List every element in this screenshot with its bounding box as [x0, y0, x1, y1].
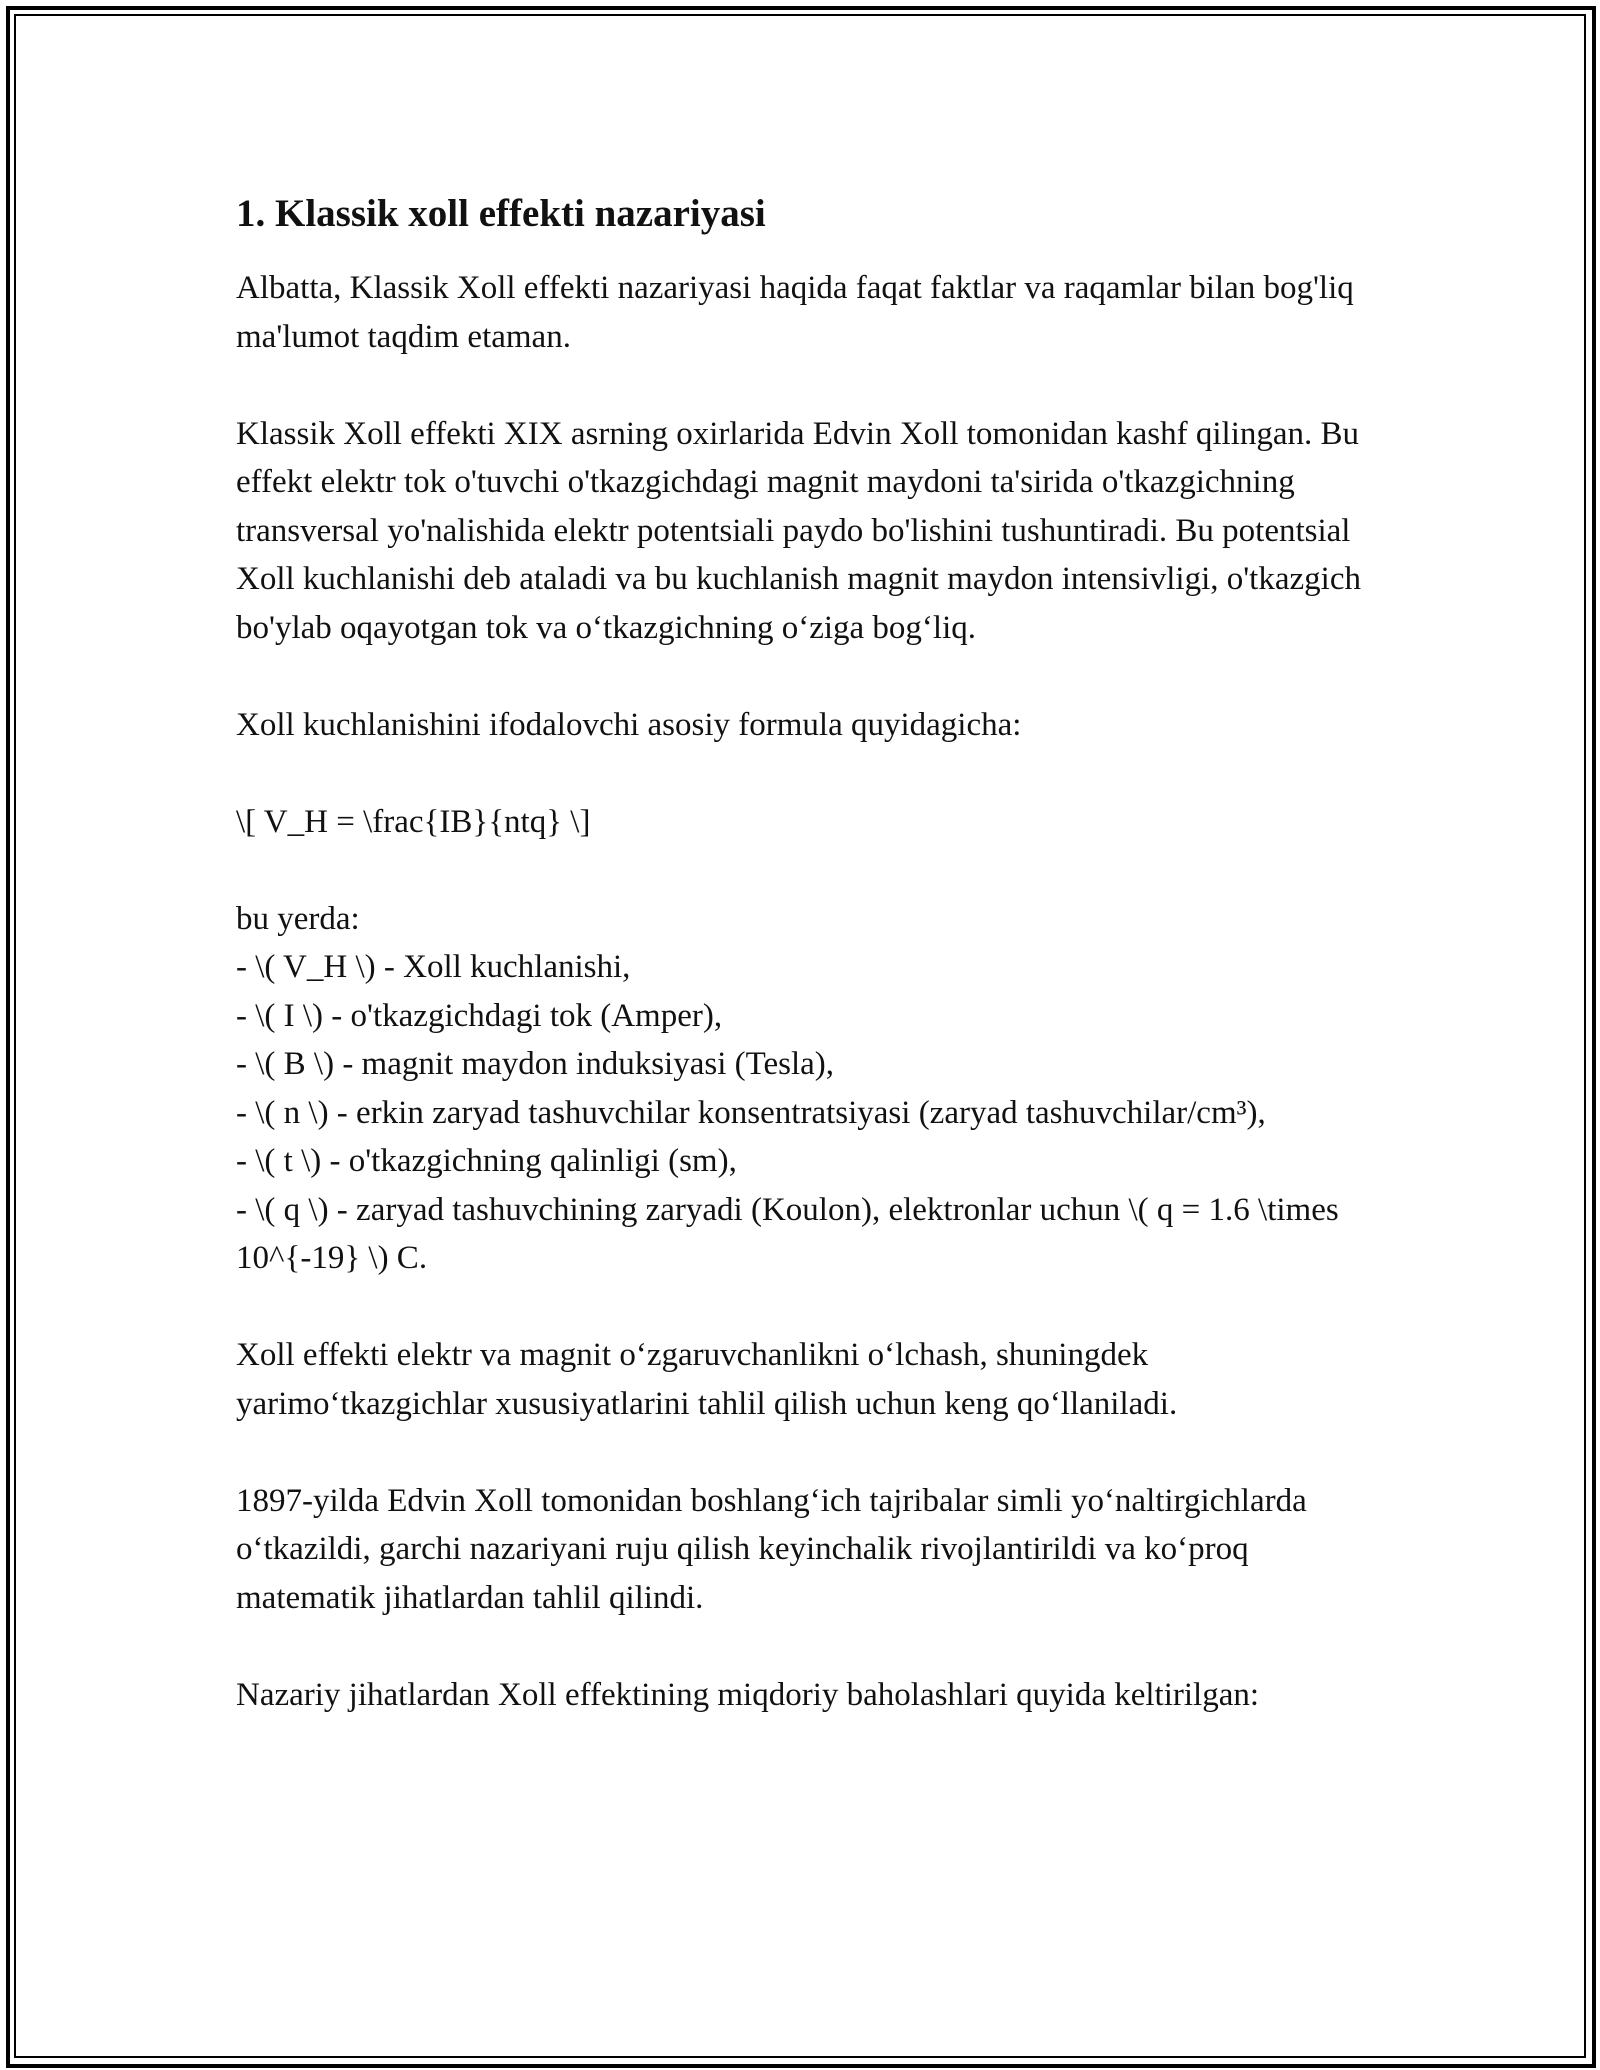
definition-item: - \( B \) - magnit maydon induksiyasi (Tesla), [236, 1046, 834, 1082]
definition-item: - \( I \) - o'tkazgichdagi tok (Amper), [236, 997, 723, 1034]
definition-item: - \( q \) - zaryad tashuvchining zaryadi (Koulon), elektronlar uchun \( q = 1.6 \times 10^{-19} \) C. [236, 1191, 1339, 1276]
intro-paragraph: Albatta, Klassik Xoll effekti nazariyasi haqida faqat faktlar va raqamlar bilan bog'liq ma'lumot taqdim etaman. [236, 270, 1354, 355]
formula-intro-paragraph: Xoll kuchlanishini ifodalovchi asosiy formula quyidagicha: [236, 706, 1022, 743]
applications-paragraph: Xoll effekti elektr va magnit o‘zgaruvchanlikni o‘lchash, shuningdek yarimo‘tkazgichlar xususiyatlarini tahlil qilish uchun keng qo‘llaniladi. [236, 1337, 1178, 1422]
section-title: 1. Klassik xoll effekti nazariyasi [236, 192, 766, 235]
formula-latex: \[ V_H = \frac{IB}{ntq} \] [236, 803, 591, 840]
experiments-paragraph: 1897-yilda Edvin Xoll tomonidan boshlang‘ich tajribalar simli yo‘naltirgichlarda o‘tkazildi, garchi nazariyani ruju qilish keyinchalik rivojlantirildi va ko‘proq matematik jihatlardan tahlil qilindi. [236, 1482, 1307, 1616]
definitions-intro: bu yerda: [236, 900, 360, 937]
estimates-paragraph: Nazariy jihatlardan Xoll effektining miqdoriy baholashlari quyida keltirilgan: [236, 1676, 1260, 1713]
definition-item: - \( t \) - o'tkazgichning qalinligi (sm), [236, 1143, 737, 1179]
definitions-list [236, 895, 1366, 1283]
history-paragraph: Klassik Xoll effekti XIX asrning oxirlarida Edvin Xoll tomonidan kashf qilingan. Bu effekt elektr tok o'tuvchi o'tkazgichdagi magnit maydoni ta'sirida o'tkazgichning transversal yo'nalishida elektr potentsiali paydo bo'lishini tushuntiradi. Bu potentsial Xoll kuchlanishi deb ataladi va bu kuchlanish magnit maydon intensivligi, o'tkazgich bo'ylab oqayotgan tok va o‘tkazgichning o‘ziga bog‘liq. [236, 415, 1361, 646]
definition-item: - \( n \) - erkin zaryad tashuvchilar konsentratsiyasi (zaryad tashuvchilar/cm³), [236, 1094, 1266, 1131]
document-body [236, 186, 1366, 1768]
definition-item: - \( V_H \) - Xoll kuchlanishi, [236, 949, 631, 985]
